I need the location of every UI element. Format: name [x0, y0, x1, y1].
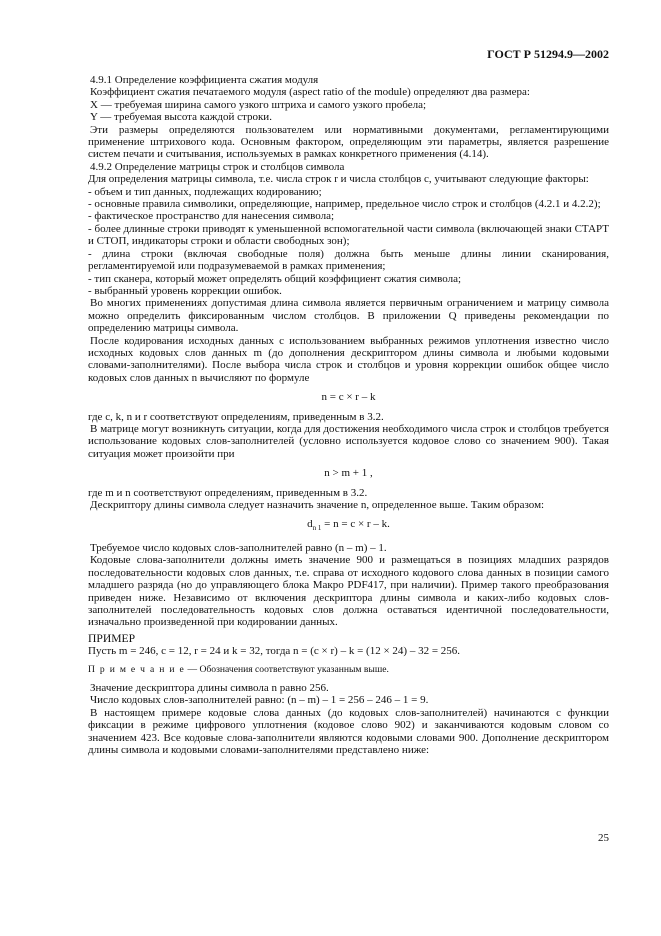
paragraph: Требуемое число кодовых слов-заполнителей равно (n – m) – 1. [90, 542, 387, 554]
formula-n: n = c × r – k [321, 391, 376, 404]
paragraph: Эти размеры определяются пользователем или нормативными документами, регламентирующими применение штрихового кода. Основным фактором, определяющим эти параметры, является разрешение систем печати и считывания, используемых в рамках конкретного применения (4.14). [88, 123, 609, 161]
paragraph: После кодирования исходных данных с использованием выбранных режимов уплотнения известно число исходных кодовых слов данных m (до дополнения дескриптором длины символа и любыми кодовыми словами-заполнителями). После выбора числа строк и столбцов и уровня коррекции ошибок общее число кодовых слов данных n вычисляют по формуле [88, 334, 609, 384]
list-item: - объем и тип данных, подлежащих кодированию; [88, 185, 322, 198]
formula-subscript: n 1 [312, 524, 322, 533]
list-item: - тип сканера, который может определять общий коэффициент сжатия символа; [88, 272, 462, 285]
formula-descriptor [88, 518, 609, 535]
page-content [88, 74, 609, 757]
formula-rest: = n = c × r – k. [321, 518, 390, 531]
formula-d: d [307, 518, 313, 531]
section-4-9-1-title: 4.9.1 Определение коэффициента сжатия модуля [90, 74, 319, 86]
formula-condition: n > m + 1 , [324, 467, 373, 480]
paragraph: В настоящем примере кодовые слова данных (до кодовых слов-заполнителей) начинаются с функции фиксации в режиме цифрового уплотнения (кодовое слово 902) и заканчиваются кодовым словом со значением 423. Все кодовые слова-заполнители являются кодовыми словами 900. Дополнение дескриптором длины символа и кодовыми словами-заполнителями представлено ниже: [88, 706, 609, 757]
paragraph: В матрице могут возникнуть ситуации, когда для достижения необходимого числа строк и столбцов требуется использование кодовых слов-заполнителей (условно используется кодовое слово со значением 900). Такая ситуация может произойти при [88, 422, 609, 460]
definition-x: X — требуемая ширина самого узкого штриха и самого узкого пробела; [90, 98, 427, 111]
paragraph: Коэффициент сжатия печатаемого модуля (aspect ratio of the module) определяют два размера: [90, 86, 530, 99]
list-item: - выбранный уровень коррекции ошибок. [88, 284, 282, 297]
note-text: — Обозначения соответствуют указанным выше. [185, 663, 389, 675]
list-item: - более длинные строки приводят к уменьшенной вспомогательной части символа (включающей знаки СТАРТ и СТОП, индикаторы строки и области свободных зон); [88, 222, 609, 248]
paragraph: Значение дескриптора длины символа n равно 256. [90, 682, 329, 695]
list-item: - основные правила символики, определяющие, например, предельное число строк и столбцов (4.2.1 и 4.2.2); [88, 198, 601, 211]
example-text: Пусть m = 246, c = 12, r = 24 и k = 32, тогда n = (c × r) – k = (12 × 24) – 32 = 256. [88, 645, 461, 658]
paragraph: Число кодовых слов-заполнителей равно: (n – m) – 1 = 256 – 246 – 1 = 9. [90, 694, 429, 707]
note-label: П р и м е ч а н и е [88, 663, 186, 675]
paragraph: Для определения матрицы символа, т.е. числа строк r и числа столбцов c, учитывают следующие факторы: [88, 173, 589, 186]
section-4-9-2-title: 4.9.2 Определение матрицы строк и столбцов символа [90, 160, 345, 173]
list-item: - фактическое пространство для нанесения символа; [88, 210, 335, 223]
list-item: - длина строки (включая свободные поля) должна быть меньше длины линии сканирования, регламентируемой или подразумеваемой в рамках применения; [88, 247, 609, 273]
paragraph: Дескриптору длины символа следует назначить значение n, определенное выше. Таким образом: [90, 499, 545, 511]
where-clause: где c, k, n и r соответствуют определениям, приведенным в 3.2. [88, 410, 384, 423]
paragraph: Во многих применениях допустимая длина символа является первичным ограничением и матрицу символа можно определить фиксированным числом столбцов. В приложении Q приведены рекомендации по определению матрицы символа. [88, 297, 609, 335]
paragraph: Кодовые слова-заполнители должны иметь значение 900 и размещаться в позициях младших разрядов последовательности кодовых слов данных, т.е. справа от исходного кодового слова данных в позиции самого младшего разряда (но до управляющего блока Макро PDF417, при наличии). Пример такого преобразования приведен ниже. Независимо от включения дескриптора длины символа и каких-либо кодовых слов-заполнителей последовательность кодовых слов должна оставаться идентичной последовательности, изначально произведенной при кодировании данных. [88, 554, 609, 629]
where-clause: где m и n соответствуют определениям, приведенным в 3.2. [88, 486, 368, 499]
note [88, 664, 609, 676]
page-number: 25 [598, 832, 609, 844]
example-label: ПРИМЕР [88, 631, 136, 645]
standard-header: ГОСТ Р 51294.9—2002 [487, 47, 609, 61]
definition-y: Y — требуемая высота каждой строки. [90, 111, 272, 124]
